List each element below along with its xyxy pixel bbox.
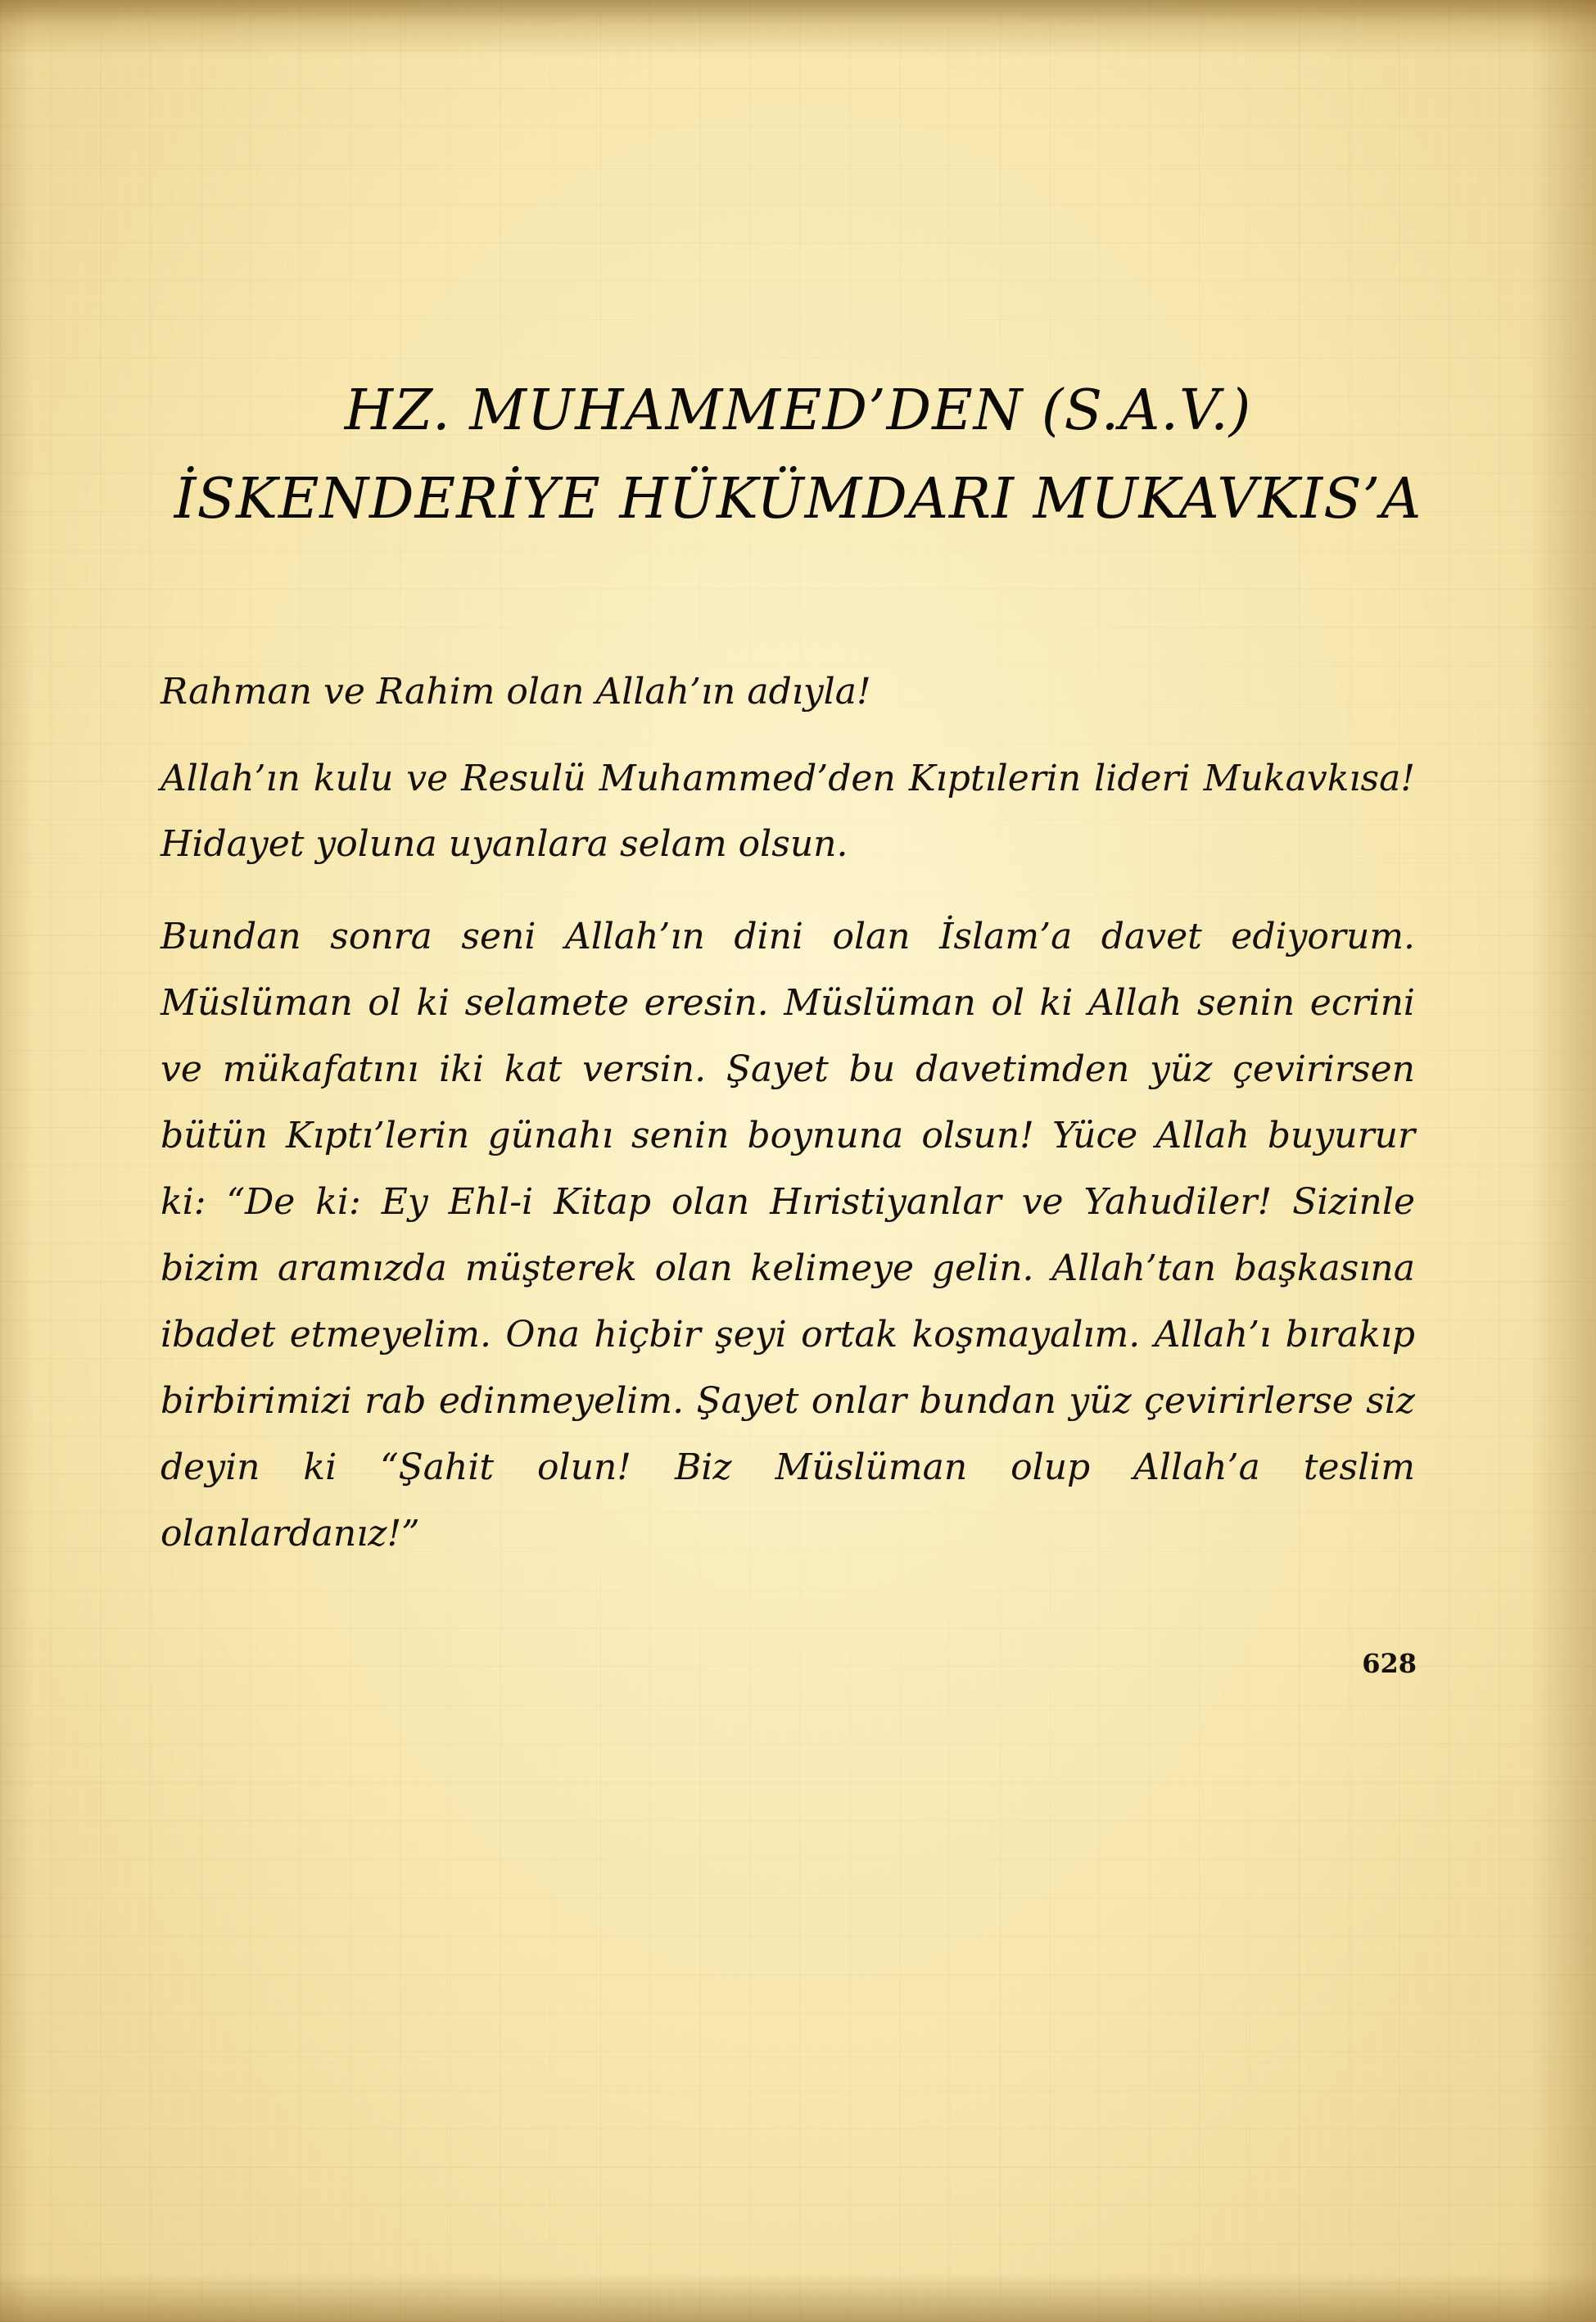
invitation-paragraph: Bundan sonra seni Allah’ın dini olan İslam’a davet ediyorum. Müslüman ol ki selamete eresin. Müslüman ol ki Allah senin ecrini ve mükafatını iki kat versin. Şayet bu davetimden yüz çevirirsen bütün Kıptı’lerin günahı senin boynuna olsun! Yüce Allah buyurur ki: “De ki: Ey Ehl-i Kitap olan Hıristiyanlar ve Yahudiler! Sizinle bizim aramızda müşterek olan kelimeye gelin. Allah’tan başkasına ibadet etmeyelim. Ona hiçbir şeyi ortak koşmayalım. Allah’ı bırakıp birbirimizi rab edinmeyelim. Şayet onlar bundan yüz çevirirlerse siz deyin ki “Şahit olun! Biz Müslüman olup Allah’a teslim olanlardanız!” <box>161 916 1415 1555</box>
page-title <box>82 367 1514 544</box>
bottom-edge-stain <box>0 2273 1596 2322</box>
top-edge-stain <box>0 0 1596 57</box>
left-edge-stain <box>0 0 33 2322</box>
address-paragraph: Allah’ın kulu ve Resulü Muhammed’den Kıptılerin lideri Mukavkısa! Hidayet yoluna uyanlara selam olsun. <box>161 758 1415 865</box>
letter-body <box>161 659 1415 1567</box>
title-line-2: İSKENDERİYE HÜKÜMDARI MUKAVKIS’A <box>174 467 1422 532</box>
right-edge-stain <box>1530 0 1596 2322</box>
page-number: 628 <box>1362 1648 1417 1679</box>
title-line-1: HZ. MUHAMMED’DEN (S.A.V.) <box>344 378 1252 443</box>
greeting-paragraph: Rahman ve Rahim olan Allah’ın adıyla! <box>161 671 871 713</box>
